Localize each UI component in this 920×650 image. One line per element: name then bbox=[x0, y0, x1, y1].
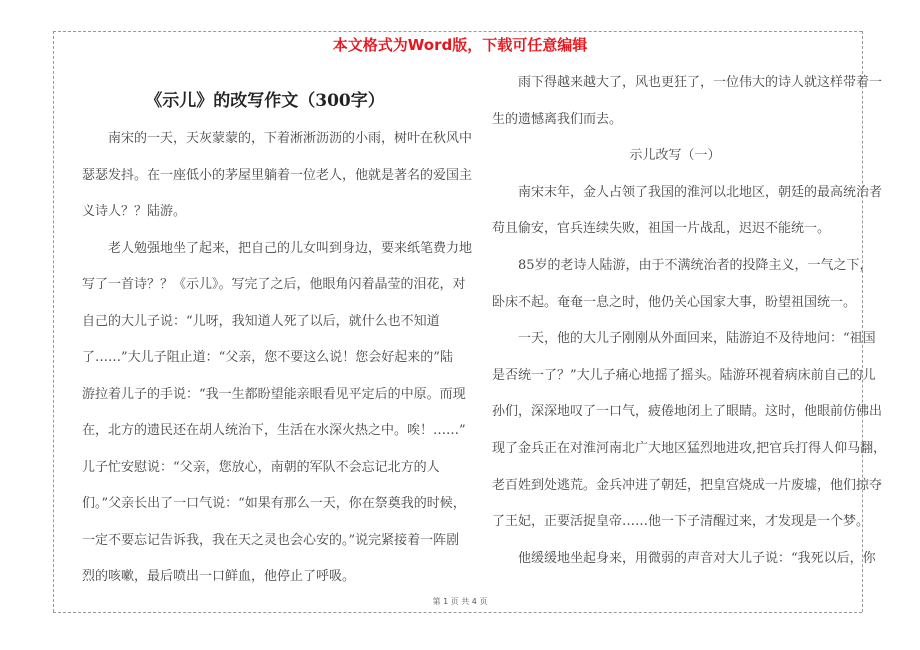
page-border-left bbox=[53, 31, 54, 612]
text-line: 卧床不起。奄奄一息之时，他仍关心国家大事，盼望祖国统一。 bbox=[492, 294, 857, 310]
text-line: 写了一首诗？？《示儿》。写完了之后，他眼角闪着晶莹的泪花，对 bbox=[82, 277, 466, 292]
text-line: 生的遗憾离我们而去。 bbox=[492, 111, 623, 127]
text-line: 们。”父亲长出了一口气说：“如果有那么一天，你在祭奠我的时候， bbox=[82, 496, 466, 511]
section-heading: 示儿改写（一） bbox=[629, 148, 721, 164]
text-line: 南宋末年，金人占领了我国的淮河以北地区，朝廷的最高统治者 bbox=[518, 184, 883, 200]
text-line: 现了金兵正在对淮河南北广大地区猛烈地进攻,把官兵打得人仰马翻， bbox=[492, 441, 887, 456]
text-line: 雨下得越来越大了，风也更狂了，一位伟大的诗人就这样带着一 bbox=[518, 75, 883, 90]
text-line: 南宋的一天，天灰蒙蒙的，下着淅淅沥沥的小雨，树叶在秋风中 bbox=[108, 131, 473, 146]
page-border-top bbox=[53, 31, 862, 32]
text-line: 烈的咳嗽，最后喷出一口鲜血，他停止了呼吸。 bbox=[82, 569, 356, 584]
text-line: 义诗人？？陆游。 bbox=[82, 204, 187, 219]
text-line: 自己的大儿子说：“儿呀，我知道人死了以后，就什么也不知道 bbox=[82, 313, 440, 329]
text-line: 孙们，深深地叹了一口气，疲倦地闭上了眼睛。这时，他眼前仿佛出 bbox=[492, 404, 883, 420]
text-line: 一定不要忘记告诉我，我在天之灵也会心安的。”说完紧接着一阵剧 bbox=[82, 532, 460, 548]
text-line: 85岁的老诗人陆游，由于不满统治者的投降主义，一气之下， bbox=[518, 258, 873, 273]
text-line: 在，北方的遗民还在胡人统治下，生活在水深火热之中。唉！……” bbox=[82, 423, 466, 438]
text-line: 瑟瑟发抖。在一座低小的茅屋里躺着一位老人，他就是著名的爱国主 bbox=[82, 167, 473, 183]
text-line: 老人勉强地坐了起来，把自己的儿女叫到身边，要来纸笔费力地 bbox=[108, 240, 473, 256]
page-border-bottom bbox=[53, 612, 862, 613]
text-line: 了王妃，正要活捉皇帝……他一下子清醒过来，才发现是一个梦。 bbox=[492, 514, 870, 530]
text-line: 了……”大儿子阻止道：“父亲，您不要这么说！您会好起来的”陆 bbox=[82, 350, 453, 365]
text-line: 是否统一了？”大儿子痛心地摇了摇头。陆游环视着病床前自己的儿 bbox=[492, 367, 876, 383]
document-title: 《示儿》的改写作文（300字） bbox=[145, 91, 385, 111]
page-number-footer: 第 1 页 共 4 页 bbox=[432, 597, 488, 606]
text-line: 儿子忙安慰说：“父亲，您放心，南朝的军队不会忘记北方的人 bbox=[82, 459, 440, 475]
text-line: 老百姓到处逃荒。金兵冲进了朝廷，把皇宫烧成一片废墟，他们掠夺 bbox=[492, 477, 883, 493]
word-format-banner: 本文格式为Word版，下载可任意编辑 bbox=[332, 36, 588, 54]
text-line: 他缓缓地坐起身来，用微弱的声音对大儿子说：“我死以后，你 bbox=[518, 550, 876, 566]
text-line: 苟且偷安，官兵连续失败，祖国一片战乱，迟迟不能统一。 bbox=[492, 221, 831, 237]
text-line: 游拉着儿子的手说：“我一生都盼望能亲眼看见平定后的中原。而现 bbox=[82, 386, 466, 402]
text-line: 一天，他的大儿子刚刚从外面回来，陆游迫不及待地问：“祖国 bbox=[518, 331, 876, 347]
